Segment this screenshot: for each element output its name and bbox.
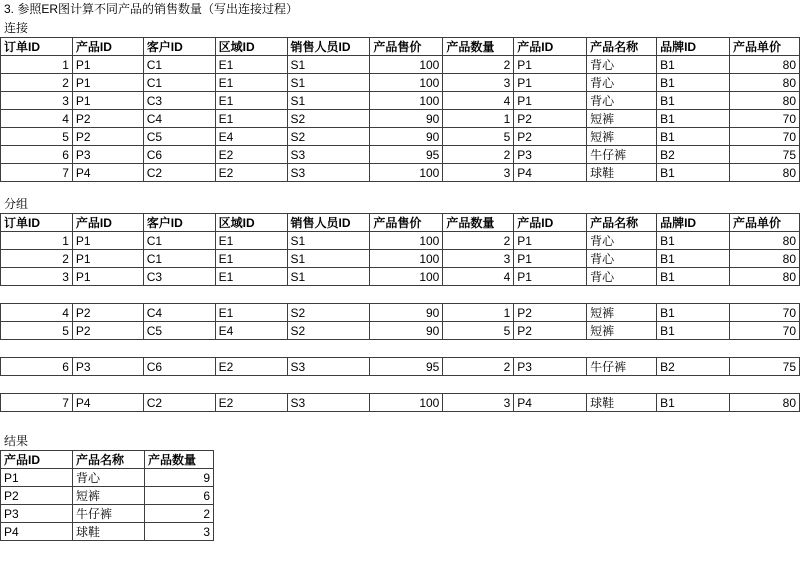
table-row: [1, 358, 800, 376]
cell[interactable]: C1: [143, 74, 215, 92]
cell[interactable]: E4: [215, 322, 287, 340]
cell[interactable]: 2: [443, 56, 514, 74]
cell[interactable]: B2: [657, 146, 730, 164]
column-header: 产品售价: [370, 214, 443, 232]
cell[interactable]: S1: [287, 268, 370, 286]
empty-cell: [1, 340, 73, 358]
column-header: 产品名称: [587, 38, 657, 56]
cell[interactable]: 5: [1, 128, 73, 146]
section-label-result: 结果: [4, 434, 29, 448]
cell[interactable]: P3: [514, 358, 587, 376]
header-row: [1, 38, 800, 56]
cell[interactable]: C6: [143, 358, 215, 376]
cell[interactable]: C4: [143, 304, 215, 322]
cell[interactable]: P1: [514, 268, 587, 286]
cell[interactable]: 100: [370, 56, 443, 74]
cell[interactable]: S1: [287, 92, 370, 110]
empty-cell: [587, 340, 657, 358]
cell[interactable]: S2: [287, 322, 370, 340]
cell[interactable]: B1: [657, 92, 730, 110]
cell[interactable]: 100: [370, 92, 443, 110]
cell[interactable]: S2: [287, 304, 370, 322]
cell[interactable]: P2: [514, 304, 587, 322]
column-header: 产品ID: [72, 214, 143, 232]
cell[interactable]: 95: [370, 146, 443, 164]
cell[interactable]: 6: [1, 146, 73, 164]
cell[interactable]: P3: [1, 505, 73, 523]
column-header: 产品单价: [729, 38, 799, 56]
cell[interactable]: 5: [1, 322, 73, 340]
cell[interactable]: B1: [657, 56, 730, 74]
cell[interactable]: 球鞋: [587, 394, 657, 412]
cell[interactable]: 短裤: [587, 110, 657, 128]
cell[interactable]: C6: [143, 146, 215, 164]
cell[interactable]: 3: [443, 164, 514, 182]
empty-cell: [72, 340, 143, 358]
cell[interactable]: B1: [657, 110, 730, 128]
cell[interactable]: E1: [215, 74, 287, 92]
table-row: [1, 56, 800, 74]
cell[interactable]: 牛仔裤: [587, 146, 657, 164]
cell[interactable]: E2: [215, 394, 287, 412]
cell[interactable]: 80: [729, 268, 799, 286]
cell[interactable]: 70: [729, 322, 799, 340]
spacer-row: [1, 286, 800, 304]
cell[interactable]: 80: [729, 232, 799, 250]
table-row: [1, 74, 800, 92]
column-header: 产品ID: [514, 214, 587, 232]
cell[interactable]: P2: [514, 110, 587, 128]
cell[interactable]: 2: [1, 250, 73, 268]
empty-cell: [287, 286, 370, 304]
cell[interactable]: 6: [1, 358, 73, 376]
section-label-join: 连接: [4, 21, 29, 35]
column-header: 客户ID: [143, 38, 215, 56]
cell[interactable]: B1: [657, 128, 730, 146]
cell[interactable]: 背心: [587, 232, 657, 250]
cell[interactable]: 70: [729, 304, 799, 322]
cell[interactable]: B2: [657, 358, 730, 376]
column-header: 产品ID: [72, 38, 143, 56]
cell[interactable]: 2: [443, 358, 514, 376]
cell[interactable]: P2: [72, 128, 143, 146]
empty-cell: [657, 376, 730, 394]
empty-cell: [514, 340, 587, 358]
cell[interactable]: 90: [370, 128, 443, 146]
cell[interactable]: 100: [370, 250, 443, 268]
cell[interactable]: 6: [145, 487, 214, 505]
cell[interactable]: P1: [514, 232, 587, 250]
empty-cell: [587, 286, 657, 304]
cell[interactable]: 4: [1, 110, 73, 128]
empty-cell: [729, 286, 799, 304]
cell[interactable]: P1: [72, 56, 143, 74]
empty-cell: [729, 376, 799, 394]
cell[interactable]: 球鞋: [73, 523, 145, 541]
cell[interactable]: C1: [143, 56, 215, 74]
cell[interactable]: S1: [287, 232, 370, 250]
cell[interactable]: E4: [215, 128, 287, 146]
cell[interactable]: C5: [143, 128, 215, 146]
cell[interactable]: P3: [72, 358, 143, 376]
cell[interactable]: 100: [370, 268, 443, 286]
cell[interactable]: E1: [215, 268, 287, 286]
cell[interactable]: 75: [729, 146, 799, 164]
cell[interactable]: C1: [143, 250, 215, 268]
cell[interactable]: 90: [370, 110, 443, 128]
empty-cell: [143, 286, 215, 304]
table-row: [1, 164, 800, 182]
cell[interactable]: 90: [370, 322, 443, 340]
section-label-group: 分组: [4, 197, 29, 211]
empty-cell: [514, 286, 587, 304]
column-header: 品牌ID: [657, 214, 730, 232]
cell[interactable]: C1: [143, 232, 215, 250]
empty-cell: [215, 286, 287, 304]
cell[interactable]: B1: [657, 268, 730, 286]
empty-cell: [215, 340, 287, 358]
empty-cell: [370, 340, 443, 358]
cell[interactable]: 背心: [587, 250, 657, 268]
cell[interactable]: 3: [443, 74, 514, 92]
cell[interactable]: 80: [729, 74, 799, 92]
cell[interactable]: P1: [72, 232, 143, 250]
empty-cell: [729, 340, 799, 358]
cell[interactable]: 3: [1, 268, 73, 286]
cell[interactable]: 5: [443, 322, 514, 340]
column-header: 产品数量: [145, 451, 214, 469]
table-row: [1, 128, 800, 146]
cell[interactable]: B1: [657, 164, 730, 182]
column-header: 销售人员ID: [287, 38, 370, 56]
cell[interactable]: 牛仔裤: [73, 505, 145, 523]
table-row: [1, 110, 800, 128]
cell[interactable]: C4: [143, 110, 215, 128]
cell[interactable]: 背心: [587, 74, 657, 92]
cell[interactable]: P2: [72, 110, 143, 128]
cell[interactable]: S1: [287, 74, 370, 92]
cell[interactable]: 2: [443, 146, 514, 164]
cell[interactable]: P1: [72, 92, 143, 110]
column-header: 产品数量: [443, 38, 514, 56]
cell[interactable]: 4: [1, 304, 73, 322]
cell[interactable]: 1: [443, 304, 514, 322]
cell[interactable]: 短裤: [587, 128, 657, 146]
cell[interactable]: S3: [287, 358, 370, 376]
table-row: [1, 232, 800, 250]
cell[interactable]: B1: [657, 74, 730, 92]
join-table: [0, 37, 800, 182]
cell[interactable]: S3: [287, 164, 370, 182]
cell[interactable]: 4: [443, 92, 514, 110]
cell[interactable]: P3: [514, 146, 587, 164]
cell[interactable]: S1: [287, 56, 370, 74]
cell[interactable]: C5: [143, 322, 215, 340]
empty-cell: [287, 376, 370, 394]
header-row: [1, 451, 214, 469]
cell[interactable]: P4: [72, 164, 143, 182]
cell[interactable]: P3: [72, 146, 143, 164]
cell[interactable]: 4: [443, 268, 514, 286]
column-header: 产品名称: [73, 451, 145, 469]
cell[interactable]: P4: [1, 523, 73, 541]
cell[interactable]: 100: [370, 232, 443, 250]
cell[interactable]: P1: [514, 74, 587, 92]
empty-cell: [143, 340, 215, 358]
empty-cell: [1, 286, 73, 304]
cell[interactable]: E1: [215, 56, 287, 74]
page-title: 3. 参照ER图计算不同产品的销售数量（写出连接过程）: [4, 2, 299, 16]
cell[interactable]: 100: [370, 394, 443, 412]
column-header: 产品数量: [443, 214, 514, 232]
cell[interactable]: 80: [729, 394, 799, 412]
cell[interactable]: P4: [72, 394, 143, 412]
cell[interactable]: 3: [443, 394, 514, 412]
cell[interactable]: E2: [215, 358, 287, 376]
cell[interactable]: E1: [215, 92, 287, 110]
empty-cell: [72, 286, 143, 304]
empty-cell: [443, 340, 514, 358]
cell[interactable]: 90: [370, 304, 443, 322]
cell[interactable]: 背心: [73, 469, 145, 487]
cell[interactable]: S3: [287, 394, 370, 412]
cell[interactable]: 3: [1, 92, 73, 110]
cell[interactable]: B1: [657, 232, 730, 250]
table-row: [1, 250, 800, 268]
empty-cell: [287, 340, 370, 358]
cell[interactable]: 球鞋: [587, 164, 657, 182]
empty-cell: [443, 286, 514, 304]
table-row: [1, 92, 800, 110]
column-header: 产品单价: [729, 214, 799, 232]
column-header: 销售人员ID: [287, 214, 370, 232]
cell[interactable]: P1: [514, 56, 587, 74]
column-header: 产品ID: [1, 451, 73, 469]
cell[interactable]: 70: [729, 110, 799, 128]
cell[interactable]: P2: [1, 487, 73, 505]
cell[interactable]: 3: [145, 523, 214, 541]
cell[interactable]: 2: [443, 232, 514, 250]
table-row: [1, 469, 214, 487]
empty-cell: [657, 340, 730, 358]
cell[interactable]: S2: [287, 110, 370, 128]
empty-cell: [657, 286, 730, 304]
cell[interactable]: P1: [72, 74, 143, 92]
cell[interactable]: C2: [143, 164, 215, 182]
cell[interactable]: 2: [1, 74, 73, 92]
empty-cell: [514, 376, 587, 394]
column-header: 产品ID: [514, 38, 587, 56]
group-table: [0, 213, 800, 412]
cell[interactable]: P2: [514, 128, 587, 146]
cell[interactable]: 7: [1, 164, 73, 182]
cell[interactable]: P2: [72, 304, 143, 322]
cell[interactable]: P1: [514, 250, 587, 268]
column-header: 产品售价: [370, 38, 443, 56]
cell[interactable]: B1: [657, 322, 730, 340]
cell[interactable]: 短裤: [73, 487, 145, 505]
cell[interactable]: P2: [514, 322, 587, 340]
result-table: [0, 450, 214, 541]
table-row: [1, 322, 800, 340]
empty-cell: [215, 376, 287, 394]
cell[interactable]: C3: [143, 268, 215, 286]
cell[interactable]: 75: [729, 358, 799, 376]
column-header: 区域ID: [215, 214, 287, 232]
cell[interactable]: 1: [1, 232, 73, 250]
cell[interactable]: S1: [287, 250, 370, 268]
cell[interactable]: 80: [729, 250, 799, 268]
cell[interactable]: E2: [215, 164, 287, 182]
table-row: [1, 304, 800, 322]
empty-cell: [443, 376, 514, 394]
cell[interactable]: E2: [215, 146, 287, 164]
cell[interactable]: 100: [370, 164, 443, 182]
cell[interactable]: E1: [215, 304, 287, 322]
table-row: [1, 146, 800, 164]
table-row: [1, 523, 214, 541]
empty-cell: [587, 376, 657, 394]
cell[interactable]: B1: [657, 394, 730, 412]
cell[interactable]: 3: [443, 250, 514, 268]
cell[interactable]: P1: [1, 469, 73, 487]
column-header: 品牌ID: [657, 38, 730, 56]
cell[interactable]: C3: [143, 92, 215, 110]
cell[interactable]: B1: [657, 304, 730, 322]
table-row: [1, 487, 214, 505]
cell[interactable]: 1: [443, 110, 514, 128]
cell[interactable]: P4: [514, 164, 587, 182]
cell[interactable]: 背心: [587, 268, 657, 286]
cell[interactable]: C2: [143, 394, 215, 412]
cell[interactable]: 短裤: [587, 322, 657, 340]
empty-cell: [72, 376, 143, 394]
cell[interactable]: 70: [729, 128, 799, 146]
cell[interactable]: P1: [514, 92, 587, 110]
cell[interactable]: 80: [729, 56, 799, 74]
empty-cell: [370, 376, 443, 394]
cell[interactable]: E1: [215, 232, 287, 250]
column-header: 产品名称: [587, 214, 657, 232]
cell[interactable]: P2: [72, 322, 143, 340]
cell[interactable]: 背心: [587, 56, 657, 74]
cell[interactable]: 100: [370, 74, 443, 92]
cell[interactable]: S3: [287, 146, 370, 164]
cell[interactable]: 短裤: [587, 304, 657, 322]
cell[interactable]: 80: [729, 92, 799, 110]
cell[interactable]: 2: [145, 505, 214, 523]
cell[interactable]: 1: [1, 56, 73, 74]
cell[interactable]: 7: [1, 394, 73, 412]
cell[interactable]: 80: [729, 164, 799, 182]
table-row: [1, 268, 800, 286]
cell[interactable]: E1: [215, 250, 287, 268]
cell[interactable]: P1: [72, 250, 143, 268]
cell[interactable]: 背心: [587, 92, 657, 110]
cell[interactable]: 牛仔裤: [587, 358, 657, 376]
empty-cell: [1, 376, 73, 394]
table-row: [1, 505, 214, 523]
cell[interactable]: 5: [443, 128, 514, 146]
cell[interactable]: P4: [514, 394, 587, 412]
column-header: 区域ID: [215, 38, 287, 56]
empty-cell: [370, 286, 443, 304]
cell[interactable]: S2: [287, 128, 370, 146]
empty-cell: [143, 376, 215, 394]
spacer-row: [1, 340, 800, 358]
cell[interactable]: 95: [370, 358, 443, 376]
cell[interactable]: B1: [657, 250, 730, 268]
column-header: 订单ID: [1, 214, 73, 232]
cell[interactable]: 9: [145, 469, 214, 487]
table-row: [1, 394, 800, 412]
spacer-row: [1, 376, 800, 394]
cell[interactable]: P1: [72, 268, 143, 286]
cell[interactable]: E1: [215, 110, 287, 128]
header-row: [1, 214, 800, 232]
column-header: 订单ID: [1, 38, 73, 56]
column-header: 客户ID: [143, 214, 215, 232]
